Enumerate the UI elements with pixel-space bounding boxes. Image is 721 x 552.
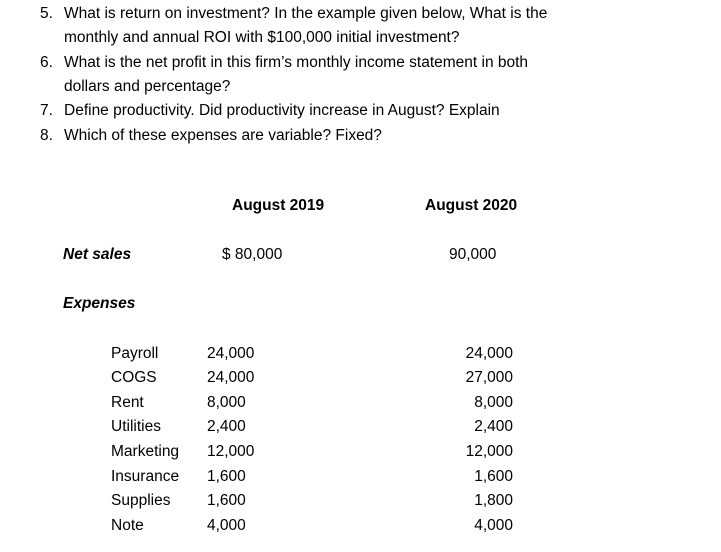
expense-label: Utilities: [111, 418, 161, 435]
expense-value-2019: 1,600: [207, 492, 246, 509]
expense-value-2019: 24,000: [207, 345, 255, 362]
column-header-2019: August 2019: [232, 197, 325, 214]
question-number: 5.: [40, 5, 53, 22]
expenses-label: Expenses: [63, 295, 136, 312]
expense-value-2019: 4,000: [207, 517, 246, 534]
expense-value-2020: 27,000: [465, 369, 513, 386]
question-text: Which of these expenses are variable? Fixed?: [64, 127, 382, 144]
question-number: 6.: [40, 54, 53, 71]
question-text: What is return on investment? In the example given below, What is the: [64, 5, 548, 22]
expense-value-2020: 1,600: [474, 468, 513, 485]
expense-label: COGS: [111, 369, 157, 386]
question-text: monthly and annual ROI with $100,000 initial investment?: [64, 29, 460, 46]
question-text: dollars and percentage?: [64, 78, 231, 95]
question-number: 8.: [40, 127, 53, 144]
expense-label: Supplies: [111, 492, 171, 509]
expense-value-2020: 24,000: [465, 345, 513, 362]
question-text: What is the net profit in this firm’s monthly income statement in both: [64, 54, 529, 71]
expense-value-2020: 4,000: [474, 517, 513, 534]
expense-value-2019: 2,400: [207, 418, 246, 435]
expense-label: Payroll: [111, 345, 159, 362]
expense-value-2020: 8,000: [474, 394, 513, 411]
expense-value-2019: 24,000: [207, 369, 255, 386]
expense-value-2019: 8,000: [207, 394, 246, 411]
net-sales-2019: $ 80,000: [222, 246, 283, 263]
column-header-2020: August 2020: [425, 197, 518, 214]
expense-label: Marketing: [111, 443, 180, 460]
expense-label: Insurance: [111, 468, 180, 485]
expense-value-2020: 1,800: [474, 492, 513, 509]
question-number: 7.: [40, 102, 53, 119]
net-sales-label: Net sales: [63, 246, 132, 263]
expense-label: Note: [111, 517, 144, 534]
expense-value-2020: 12,000: [465, 443, 513, 460]
expense-value-2020: 2,400: [474, 418, 513, 435]
expense-value-2019: 1,600: [207, 468, 246, 485]
expense-value-2019: 12,000: [207, 443, 255, 460]
expense-label: Rent: [111, 394, 144, 411]
net-sales-2020: 90,000: [449, 246, 497, 263]
question-text: Define productivity. Did productivity increase in August? Explain: [64, 102, 500, 119]
